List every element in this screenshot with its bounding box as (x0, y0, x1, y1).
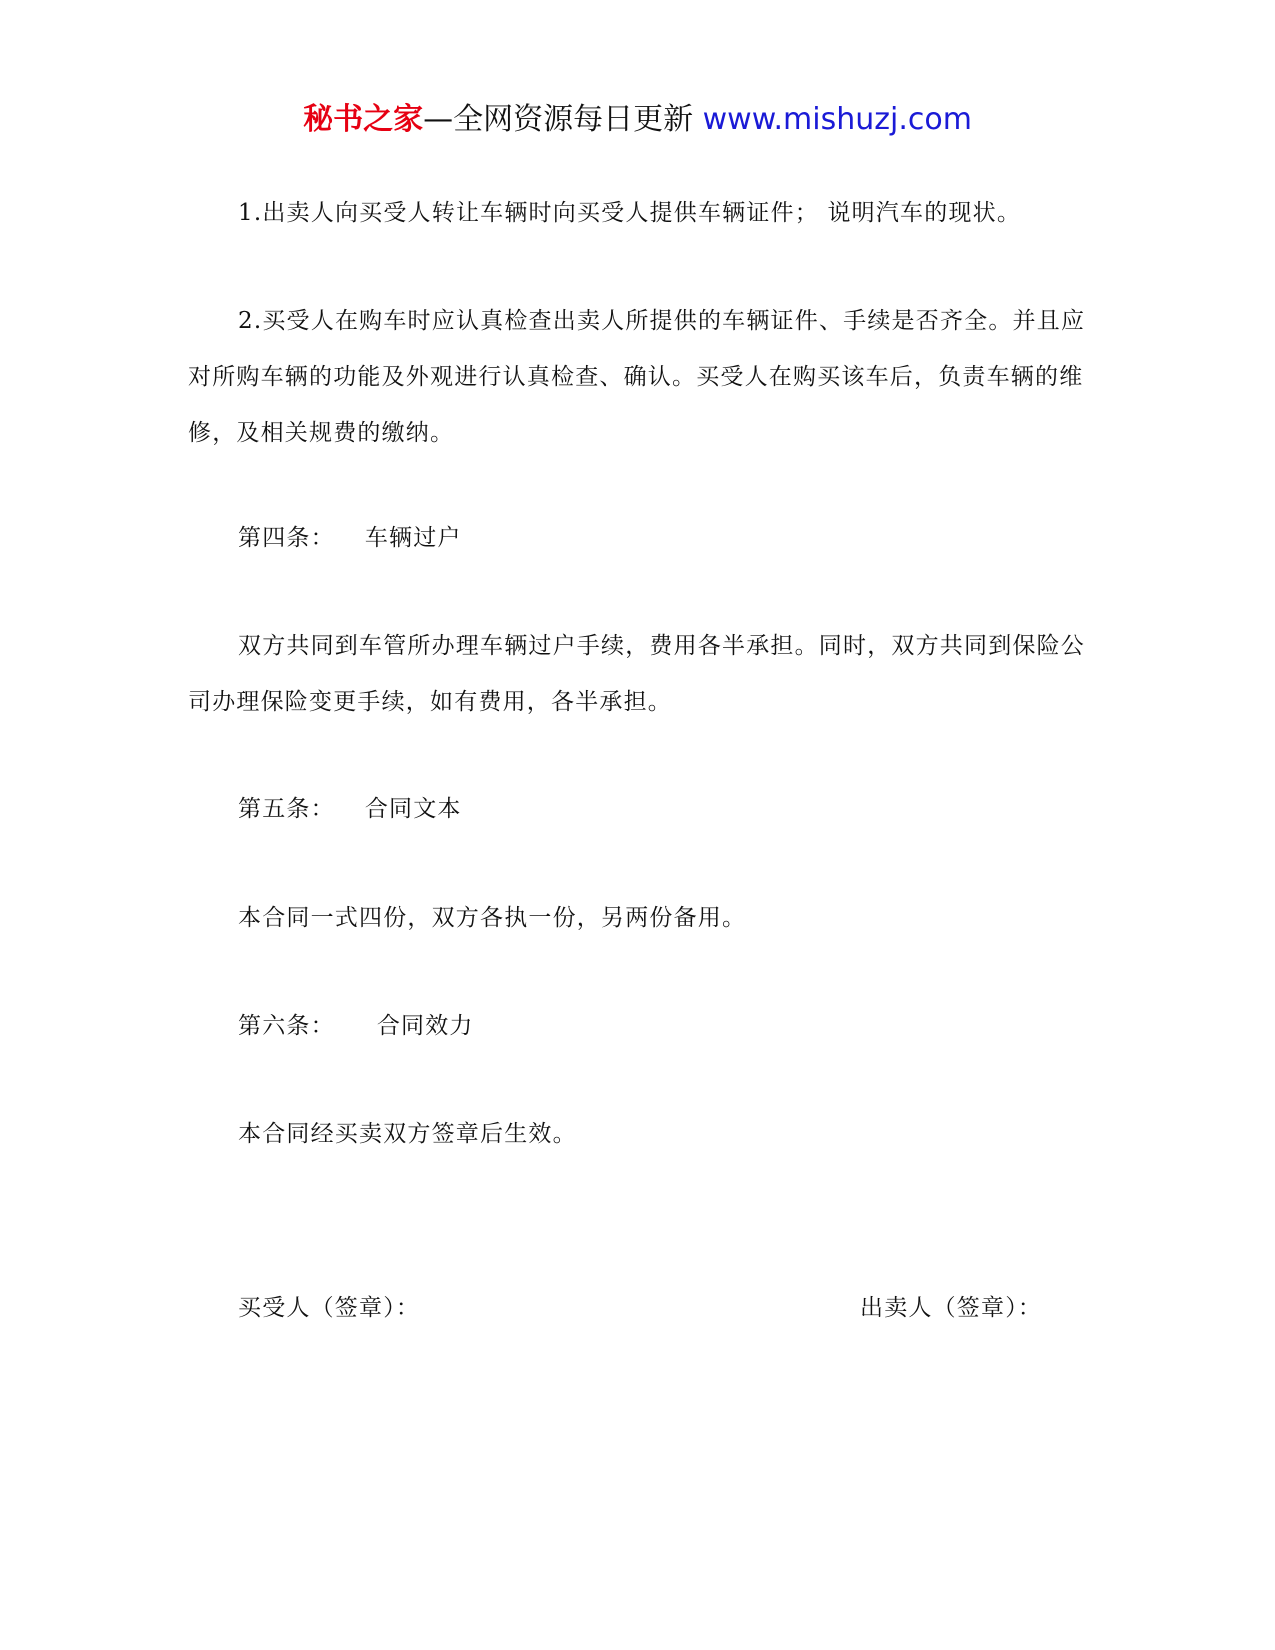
article-4-heading (188, 510, 1090, 566)
article-6-title: 合同效力 (376, 1013, 474, 1039)
clause-1: 1.出卖人向买受人转让车辆时向买受人提供车辆证件； 说明汽车的现状。 (238, 200, 1022, 226)
header-slogan: —全网资源每日更新 (423, 102, 703, 137)
article-4-body: 双方共同到车管所办理车辆过户手续，费用各半承担。同时，双方共同到保险公司办理保险变更手续，如有费用，各半承担。 (188, 633, 1085, 715)
site-header (0, 100, 1275, 140)
article-6-body: 本合同经买卖双方签章后生效。 (238, 1121, 577, 1147)
clause-2: 2.买受人在购车时应认真检查出卖人所提供的车辆证件、手续是否齐全。并且应对所购车辆的功能及外观进行认真检查、确认。买受人在购买该车后，负责车辆的维修，及相关规费的缴纳。 (188, 308, 1086, 446)
article-5-heading (188, 781, 1090, 837)
article-5-body: 本合同一式四份，双方各执一份，另两份备用。 (238, 905, 747, 931)
buyer-signature-label: 买受人（签章）： (238, 1295, 421, 1321)
header-site-url[interactable]: www.mishuzj.com (702, 102, 972, 137)
article-4-title: 车辆过户 (364, 525, 462, 551)
header-brand: 秘书之家 (303, 102, 424, 137)
article-4-label: 第四条： (238, 525, 335, 551)
article-5-title: 合同文本 (364, 796, 462, 822)
article-6-label: 第六条： (238, 1013, 335, 1039)
article-6-heading (188, 998, 1090, 1054)
article-5-label: 第五条： (238, 796, 335, 822)
seller-signature-label: 出卖人（签章）： (860, 1295, 1043, 1321)
